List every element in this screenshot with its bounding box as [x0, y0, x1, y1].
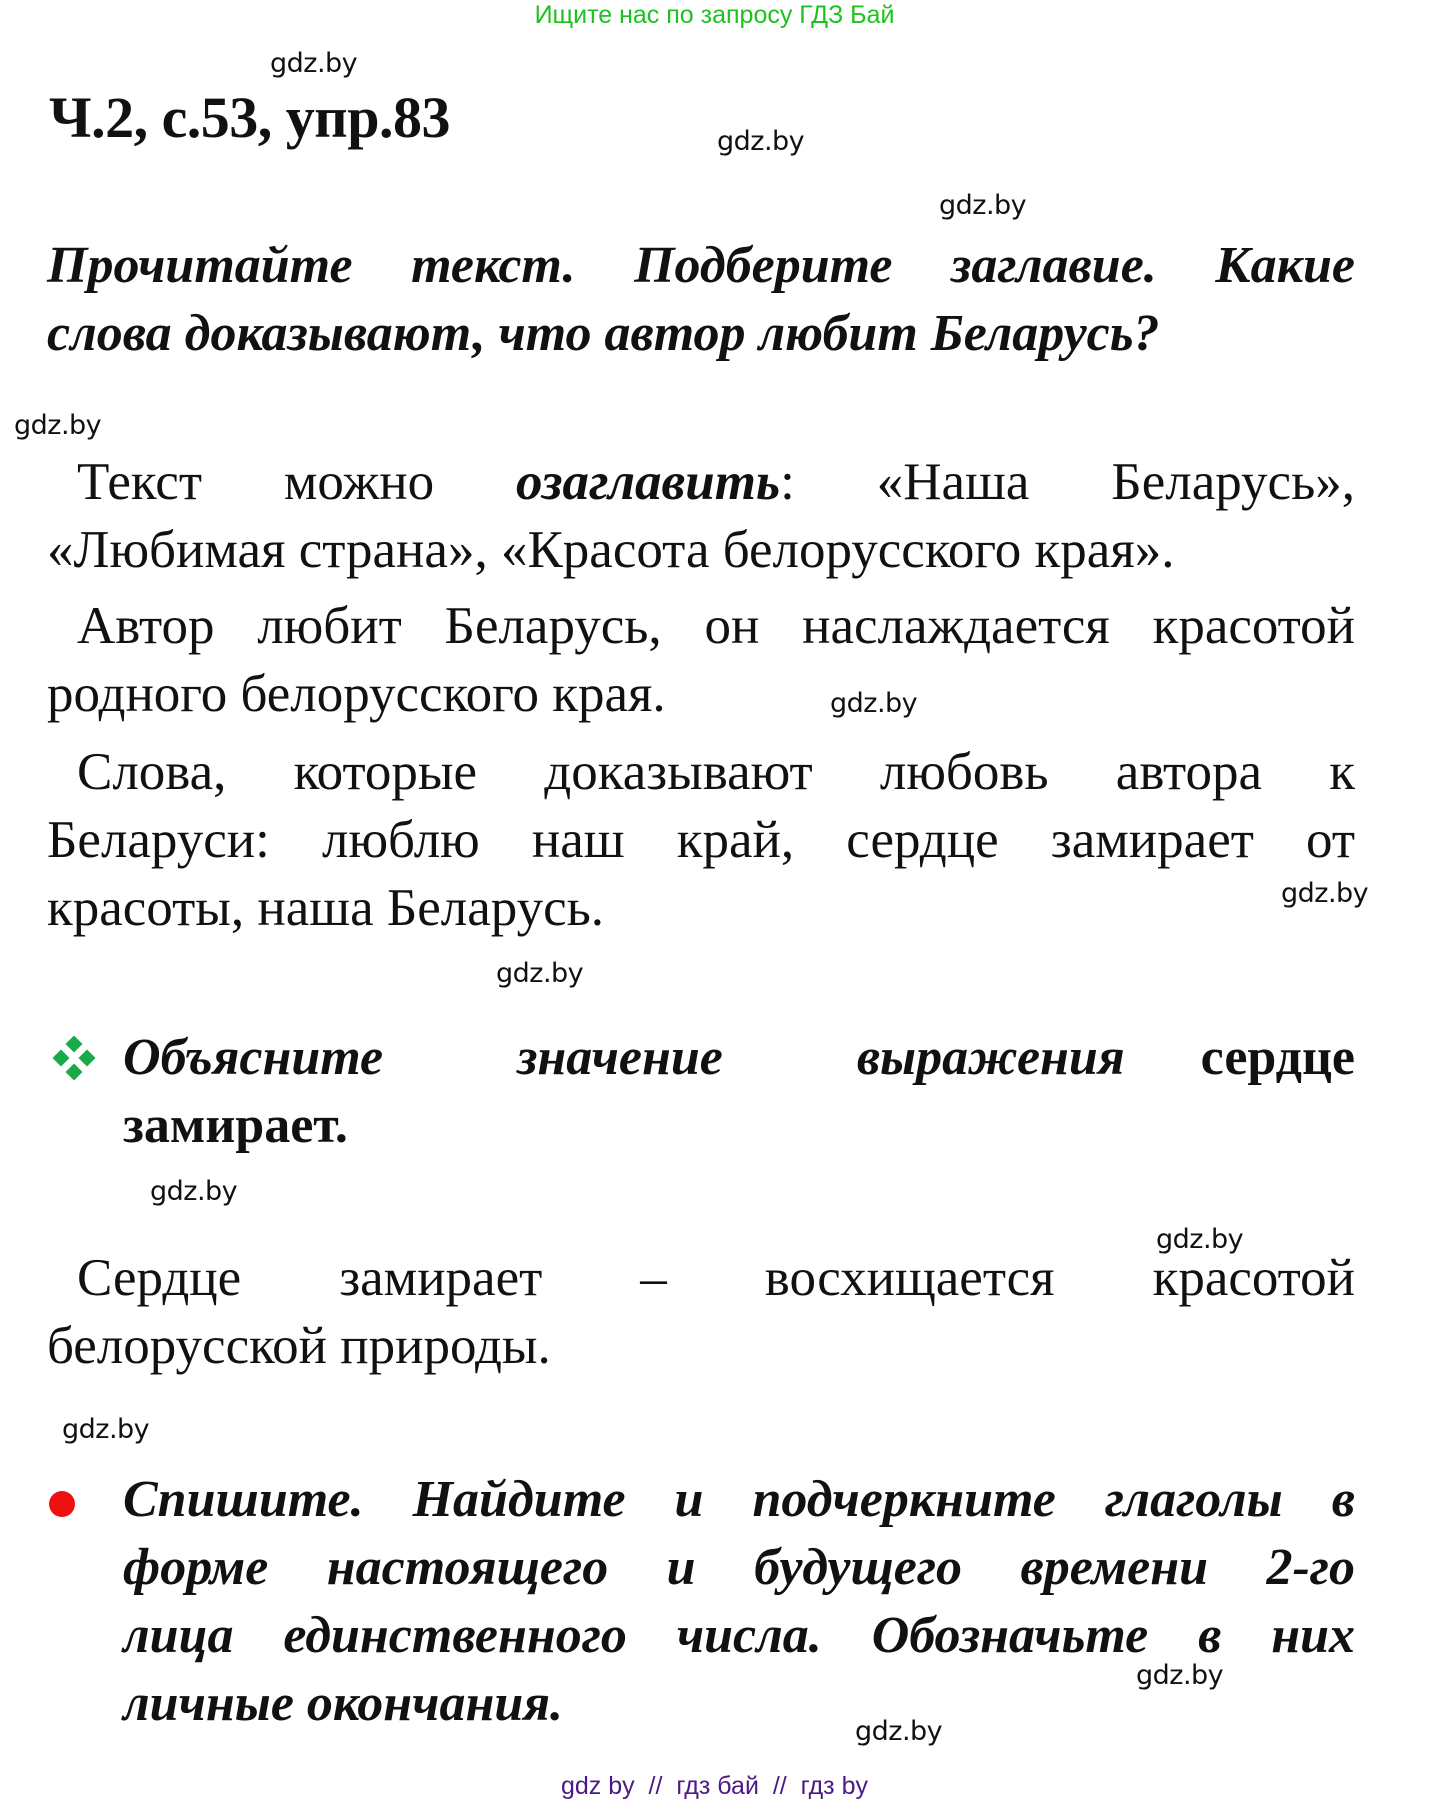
answer-line: Слова, которые доказывают любовь автора к [77, 743, 1355, 801]
answer-1-paragraph-2 [47, 592, 1355, 728]
watermark: gdz.by [150, 1176, 238, 1207]
page-title: Ч.2, с.53, упр.83 [49, 85, 450, 150]
task-1-line: Прочитайте текст. Подберите заглавие. Какие [47, 237, 1355, 294]
watermark: gdz.by [14, 410, 102, 441]
watermark: gdz.by [855, 1716, 943, 1747]
task-3-line: форме настоящего и будущего времени 2-го [123, 1539, 1355, 1596]
watermark: gdz.by [496, 958, 584, 989]
watermark: gdz.by [830, 688, 918, 719]
task-3-instruction [123, 1466, 1355, 1738]
green-diamond-icon [52, 1036, 96, 1080]
text-span: Текст можно [77, 453, 516, 511]
red-dot-icon [49, 1491, 75, 1517]
bold-phrase: замирает. [123, 1097, 348, 1154]
watermark: gdz.by [270, 48, 358, 79]
watermark: gdz.by [939, 190, 1027, 221]
watermark: gdz.by [1281, 878, 1369, 909]
italic-text: Объясните значение выражения [123, 1029, 1125, 1086]
answer-line: родного белорусского края. [47, 665, 666, 723]
task-3-line: лица единственного числа. Обозначьте в них [123, 1607, 1355, 1664]
top-banner[interactable]: Ищите нас по запросу ГДЗ Бай [534, 1, 895, 29]
footer-links[interactable]: gdz by // гдз бай // гдз by [560, 1772, 868, 1800]
task-2-line [123, 1024, 1355, 1092]
task-3-line: Спишите. Найдите и подчеркните глаголы в [123, 1471, 1355, 1528]
answer-line: Сердце замирает – восхищается красотой [77, 1249, 1355, 1307]
answer-line [47, 448, 1355, 516]
answer-line: Автор любит Беларусь, он наслаждается красотой [77, 597, 1355, 655]
answer-1-paragraph-1 [47, 448, 1355, 584]
bold-phrase: сердце [1200, 1029, 1355, 1086]
answer-line: «Любимая страна», «Красота белорусского края». [47, 521, 1175, 579]
task-1-line: слова доказывают, что автор любит Беларусь? [47, 305, 1160, 362]
task-2-instruction [123, 1024, 1355, 1160]
answer-1-paragraph-3 [47, 738, 1355, 942]
watermark: gdz.by [1156, 1224, 1244, 1255]
answer-line: Беларуси: люблю наш край, сердце замирает от [47, 811, 1355, 869]
task-3-line: личные окончания. [123, 1675, 564, 1732]
watermark: gdz.by [62, 1414, 150, 1445]
text-span: : «Наша Беларусь», [780, 453, 1355, 511]
emphasized-word: озаглавить [516, 453, 781, 511]
answer-2-paragraph [47, 1244, 1355, 1380]
answer-line: белорусской природы. [47, 1317, 551, 1375]
task-1-instruction [47, 232, 1355, 368]
watermark: gdz.by [1136, 1660, 1224, 1691]
answer-line: красоты, наша Беларусь. [47, 879, 605, 937]
watermark: gdz.by [717, 126, 805, 157]
